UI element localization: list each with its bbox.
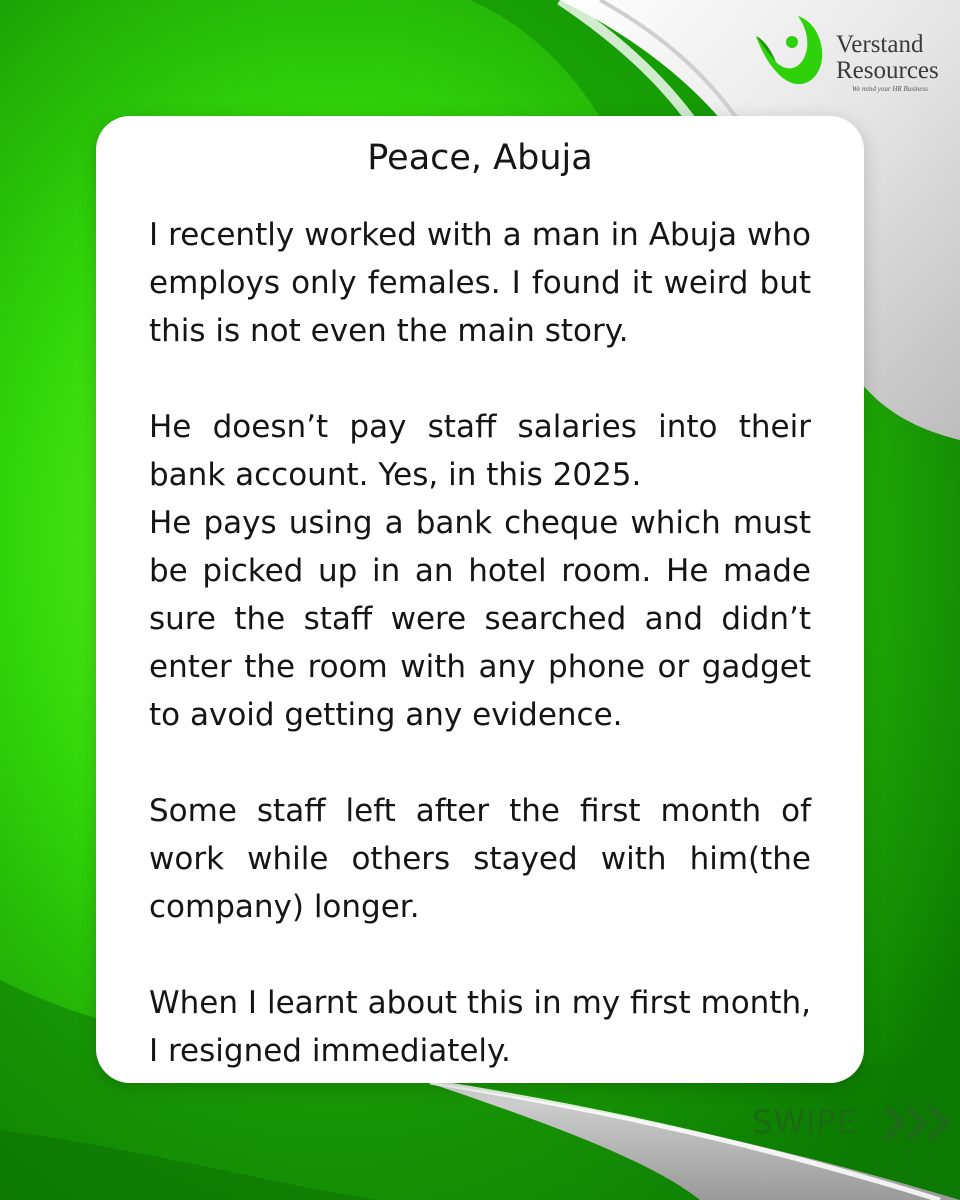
story-paragraph: I recently worked with a man in Abuja who employs only females. I found it weird but this is not even the main story. [149,217,811,349]
brand-tagline: We mind your HR Business [852,85,928,93]
story-paragraph: He doesn’t pay staff salaries into their bank account. Yes, in this 2025. [149,409,811,493]
story-paragraph: When I learnt about this in my first month, I resigned immediately. [149,985,811,1069]
story-title: Peace, Abuja [367,138,593,178]
brand-name-line1: Verstand [836,31,924,58]
brand-name-line2: Resources [836,57,939,84]
swipe-button[interactable] [752,1098,952,1148]
triple-chevron-right-icon [886,1106,952,1140]
story-paragraph: He pays using a bank cheque which must be picked up in an hotel room. He made sure the staff were searched and didn’t enter the room with any phone or gadget to avoid getting any evidence. [149,505,811,733]
story-body [149,211,811,1075]
story-paragraph: Some staff left after the first month of work while others stayed with him(the company) longer. [149,793,811,925]
brand-logo [752,14,952,94]
swipe-label: SWIPE [752,1103,858,1141]
logo-mark-icon [752,14,828,88]
